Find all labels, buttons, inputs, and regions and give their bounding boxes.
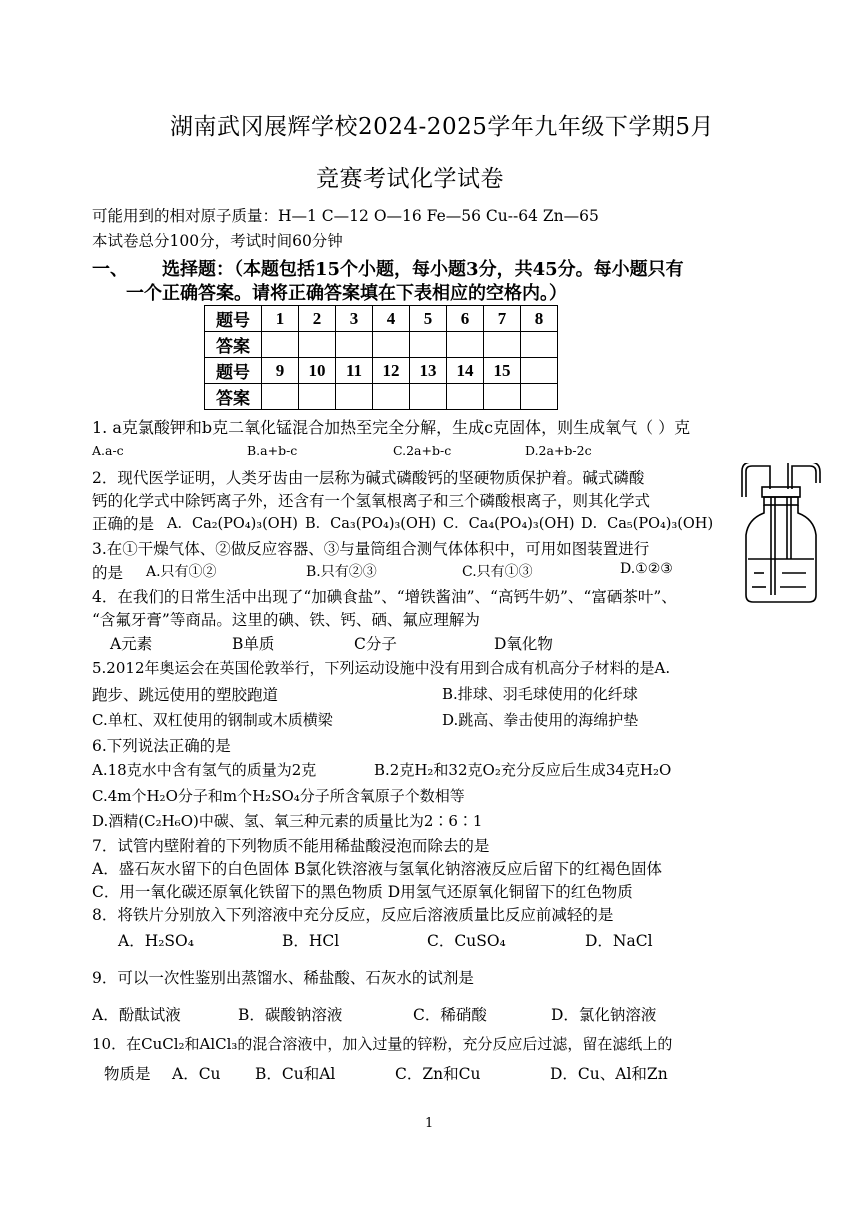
question-2-option-b: B．Ca₃(PO₄)₃(OH) (305, 516, 437, 532)
table-row (205, 332, 558, 358)
question-3-option-c: C.只有①③ (462, 564, 533, 580)
table-cell: 4 (373, 306, 410, 332)
question-7-options-ab: A．盛石灰水留下的白色固体 B氯化铁溶液与氢氧化钠溶液反应后留下的红褐色固体 (92, 860, 663, 878)
section-heading-line2: 一个正确答案。请将正确答案填在下表相应的空格内。） (126, 283, 567, 304)
question-6-option-d: D.酒精(C₂H₆O)中碳、氢、氧三种元素的质量比为2∶6∶1 (92, 812, 483, 830)
answer-cell[interactable] (262, 332, 299, 358)
question-10-prefix: 物质是 (104, 1065, 151, 1083)
question-2-option-d: D．Ca₅(PO₄)₃(OH) (581, 516, 714, 532)
answer-cell[interactable] (410, 332, 447, 358)
table-cell: 5 (410, 306, 447, 332)
question-2-option-a: A．Ca₂(PO₄)₃(OH) (167, 516, 298, 532)
table-cell: 15 (484, 358, 521, 384)
question-3-option-d: D.①②③ (620, 561, 673, 577)
question-8-option-b: B．HCl (282, 932, 340, 950)
question-6-option-c: C.4m个H₂O分子和m个H₂SO₄分子所含氧原子个数相等 (92, 787, 465, 805)
table-cell: 题号 (205, 306, 262, 332)
question-5-option-a: 跑步、跳远使用的塑胶跑道 (92, 686, 279, 704)
section-heading-line1: 选择题：（本题包括15个小题，每小题3分，共45分。每小题只有 (162, 259, 684, 280)
exam-title-line1: 湖南武冈展辉学校2024-2025学年九年级下学期5月 (170, 114, 714, 140)
question-9-stem: 9．可以一次性鉴别出蒸馏水、稀盐酸、石灰水的试剂是 (92, 969, 474, 987)
question-6-stem: 6.下列说法正确的是 (92, 737, 231, 755)
question-10-stem: 10．在CuCl₂和AlCl₃的混合溶液中，加入过量的锌粉，充分反应后过滤，留在滤纸上的 (92, 1035, 673, 1053)
section-number: 一、 (92, 259, 128, 280)
answer-cell[interactable] (299, 384, 336, 410)
question-4-option-b: B单质 (232, 635, 275, 653)
answer-cell[interactable] (336, 332, 373, 358)
question-1-option-d: D.2a+b-2c (525, 443, 592, 458)
question-3-option-b: B.只有②③ (306, 564, 377, 580)
table-cell: 10 (299, 358, 336, 384)
question-9-option-a: A．酚酞试液 (92, 1006, 181, 1024)
question-3-line1: 3.在①干燥气体、②做反应容器、③与量筒组合测气体体积中，可用如图装置进行 (92, 540, 650, 558)
table-cell: 9 (262, 358, 299, 384)
question-7-stem: 7．试管内壁附着的下列物质不能用稀盐酸浸泡而除去的是 (92, 837, 490, 855)
question-2-option-c: C．Ca₄(PO₄)₃(OH) (443, 516, 575, 532)
atomic-masses: 可能用到的相对原子质量：H—1 C—12 O—16 Fe—56 Cu--64 Zn—65 (92, 207, 599, 225)
question-3-prefix: 的是 (92, 564, 124, 582)
question-4-option-d: D氧化物 (494, 635, 553, 653)
question-3-option-a: A.只有①② (146, 564, 217, 580)
question-2-line2: 钙的化学式中除钙离子外，还含有一个氢氧根离子和三个磷酸根离子，则其化学式 (92, 492, 651, 510)
table-cell: 6 (447, 306, 484, 332)
question-1-option-a: A.a-c (92, 443, 124, 458)
table-cell: 3 (336, 306, 373, 332)
question-4-line2: “含氟牙膏”等商品。这里的碘、铁、钙、硒、氟应理解为 (92, 611, 480, 629)
table-cell: 答案 (205, 384, 262, 410)
answer-table (204, 305, 558, 410)
table-cell: 题号 (205, 358, 262, 384)
question-5-option-d: D.跳高、拳击使用的海绵护垫 (442, 711, 639, 729)
question-7-options-cd: C．用一氧化碳还原氧化铁留下的黑色物质 D用氢气还原氧化铜留下的红色物质 (92, 883, 633, 901)
table-cell: 1 (262, 306, 299, 332)
question-5-option-c: C.单杠、双杠使用的钢制或木质横梁 (92, 711, 333, 729)
question-8-stem: 8．将铁片分别放入下列溶液中充分反应，反应后溶液质量比反应前减轻的是 (92, 906, 614, 924)
answer-cell[interactable] (410, 384, 447, 410)
answer-cell[interactable] (521, 332, 558, 358)
exam-title-line2: 竞赛考试化学试卷 (316, 166, 504, 192)
answer-cell[interactable] (299, 332, 336, 358)
table-cell: 8 (521, 306, 558, 332)
answer-cell[interactable] (447, 332, 484, 358)
question-9-option-d: D．氯化钠溶液 (551, 1006, 657, 1024)
question-8-option-c: C．CuSO₄ (427, 932, 506, 950)
table-row (205, 358, 558, 384)
question-5-stem: 5.2012年奥运会在英国伦敦举行，下列运动设施中没有用到合成有机高分子材料的是A. (92, 659, 671, 677)
table-row (205, 306, 558, 332)
answer-cell[interactable] (484, 384, 521, 410)
question-6-option-a: A.18克水中含有氢气的质量为2克 (92, 761, 317, 779)
answer-cell[interactable] (484, 332, 521, 358)
answer-cell[interactable] (373, 332, 410, 358)
table-cell (521, 358, 558, 384)
question-8-option-d: D．NaCl (585, 932, 653, 950)
question-6-option-b: B.2克H₂和32克O₂充分反应后生成34克H₂O (374, 761, 672, 779)
table-cell: 答案 (205, 332, 262, 358)
table-cell: 2 (299, 306, 336, 332)
page-number: 1 (425, 1116, 434, 1131)
question-9-option-b: B．碳酸钠溶液 (238, 1006, 343, 1024)
answer-cell[interactable] (336, 384, 373, 410)
question-9-option-c: C．稀硝酸 (413, 1006, 487, 1024)
table-row (205, 384, 558, 410)
question-4-line1: 4．在我们的日常生活中出现了“加碘食盐”、“增铁酱油”、“高钙牛奶”、“富硒茶叶”、 (92, 588, 677, 606)
table-cell: 13 (410, 358, 447, 384)
gas-bottle-apparatus-figure (740, 463, 822, 605)
question-4-option-c: C分子 (354, 635, 397, 653)
answer-cell[interactable] (373, 384, 410, 410)
answer-cell[interactable] (521, 384, 558, 410)
question-2-prefix: 正确的是 (92, 515, 155, 533)
question-1-option-c: C.2a+b-c (393, 443, 452, 458)
answer-cell[interactable] (447, 384, 484, 410)
score-time: 本试卷总分100分，考试时间60分钟 (92, 232, 343, 250)
question-2-line1: 2．现代医学证明，人类牙齿由一层称为碱式磷酸钙的坚硬物质保护着。碱式磷酸 (92, 469, 645, 487)
table-cell: 7 (484, 306, 521, 332)
question-1-option-b: B.a+b-c (247, 443, 298, 458)
question-1-stem: 1. a克氯酸钾和b克二氧化锰混合加热至完全分解，生成c克固体，则生成氧气（ ）克 (92, 418, 691, 437)
table-cell: 12 (373, 358, 410, 384)
table-cell: 11 (336, 358, 373, 384)
question-10-option-c: C．Zn和Cu (395, 1065, 481, 1083)
question-5-option-b: B.排球、羽毛球使用的化纤球 (442, 685, 638, 703)
question-10-option-a: A．Cu (172, 1065, 221, 1083)
table-cell: 14 (447, 358, 484, 384)
question-8-option-a: A．H₂SO₄ (118, 932, 194, 950)
question-10-option-b: B．Cu和Al (255, 1065, 336, 1083)
question-4-option-a: A元素 (110, 635, 153, 653)
question-10-option-d: D．Cu、Al和Zn (550, 1065, 668, 1083)
answer-cell[interactable] (262, 384, 299, 410)
